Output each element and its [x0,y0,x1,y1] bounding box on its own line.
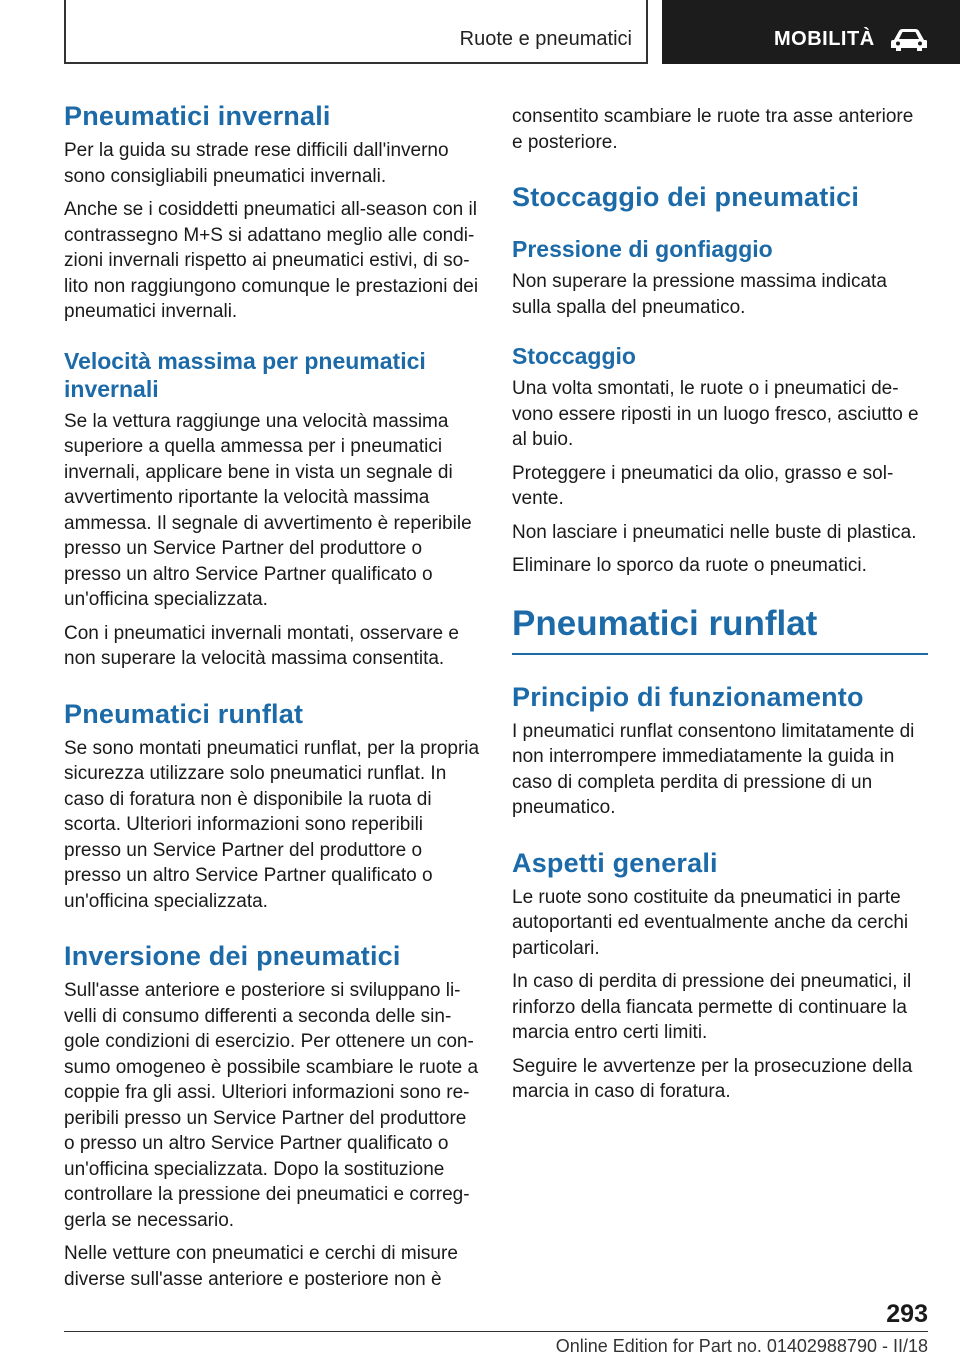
paragraph: Con i pneumatici invernali montati, osservare e non superare la velocità massima consentita. [64,622,459,669]
paragraph: Nelle vetture con pneumatici e cerchi di misure diverse sull'asse anteriore e posteriore non è [64,1243,458,1290]
heading-max-speed: Velocità massima per pneumatici invernali [64,347,426,402]
heading-runflat: Pneumatici runflat [64,698,304,729]
heading-general-aspects: Aspetti generali [512,847,718,878]
paragraph: Se sono montati pneumatici runflat, per la propria sicurezza utilizzare solo pneumatici runflat. In caso di foratura non è disponibile la ruota di scorta. Ulteriori informazioni sono reperibili presso un Service Partner del produttore o presso un altro Service Partner qualificato o un'officina specializzata. [64,737,480,912]
paragraph: I pneumatici runflat consentono limitatamente di non interrompere immediatamente la guida in caso di completa perdita di pressione di un pneumatico. [512,720,915,818]
footer-divider [64,1331,928,1332]
paragraph: Seguire le avvertenze per la prosecuzione della marcia in caso di foratura. [512,1055,913,1102]
paragraph: Una volta smontati, le ruote o i pneumatici devono essere riposti in un luogo fresco, asciutto e al buio. [512,378,919,450]
chapter-title-runflat: Pneumatici runflat [512,603,928,655]
header-section-title: Ruote e pneumatici [459,28,632,50]
heading-inflation-pressure: Pressione di gonfiaggio [512,236,773,262]
paragraph: In caso di perdita di pressione dei pneumatici, il rinforzo della fiancata permette di continuare la marcia entro certi limiti. [512,971,912,1043]
header-chapter-title: MOBILITÀ [774,28,875,50]
paragraph: Eliminare lo sporco da ruote o pneumatici. [512,555,867,576]
footer-edition-text: Online Edition for Part no. 01402988790 - II/18 [555,1336,928,1356]
paragraph: Non superare la pressione massima indicata sulla spalla del pneumatico. [512,271,887,318]
paragraph: Anche se i cosiddetti pneumatici all-season con il contrassegno M+S si adattano meglio alle condizioni invernali rispetto ai pneumatici estivi, di solito non raggiungono comunque le prestazioni dei pneumatici invernali. [64,199,479,322]
paragraph: Per la guida su strade rese difficili dall'inverno sono consigliabili pneumatici invernali. [64,140,449,187]
left-column [64,100,480,1300]
paragraph: Sull'asse anteriore e posteriore si sviluppano livelli di consumo differenti a seconda delle singole condizioni di esercizio. Per ottenere un consumo omogeneo è possibile scambiare le ruote a coppie fra gli assi. Ulteriori informazioni sono reperibili presso un Service Partner del produttore o presso un altro Service Partner qualificato o un'officina specializzata. Dopo la sostituzione controllare la pressione dei pneumatici e correggerla se necessario. [64,980,479,1231]
header-chapter-tab [662,0,960,64]
heading-tire-rotation: Inversione dei pneumatici [64,941,401,971]
heading-storage: Stoccaggio [512,343,636,369]
paragraph: Proteggere i pneumatici da olio, grasso e solvente. [512,462,894,509]
page-number: 293 [886,1300,928,1328]
car-icon [890,27,928,53]
heading-principle: Principio di funzionamento [512,681,864,712]
heading-winter-tires: Pneumatici invernali [64,101,331,131]
paragraph: Non lasciare i pneumatici nelle buste di plastica. [512,521,917,543]
paragraph: consentito scambiare le ruote tra asse anteriore e posteriore. [512,106,914,153]
paragraph: Se la vettura raggiunge una velocità massima superiore a quella ammessa per i pneumatici invernali, applicare bene in vista un segnale di avvertimento riportante la velocità massima ammessa. Il segnale di avvertimento è reperibile presso un Service Partner del produttore o presso un altro Service Partner qualificato o un'officina specializzata. [64,410,472,610]
heading-tire-storage: Stoccaggio dei pneumatici [512,182,860,212]
header-section-box [64,0,648,64]
paragraph: Le ruote sono costituite da pneumatici in parte autoportanti ed eventualmente anche da cerchi particolari. [512,886,909,959]
right-column [512,100,928,1113]
